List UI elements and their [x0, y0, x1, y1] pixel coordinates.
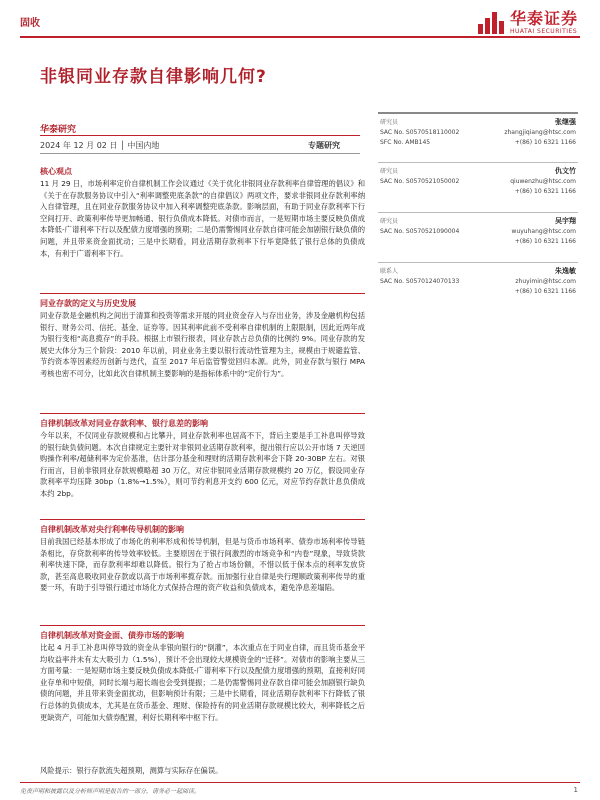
- huatai-logo: [478, 10, 578, 35]
- analyst-card: [378, 162, 578, 212]
- logo-text-en: HUATAI SECURITIES: [509, 28, 578, 35]
- section-2-heading: 自律机制改革对同业存款利率、银行息差的影响: [40, 419, 208, 428]
- meta-divider-top: [40, 135, 360, 136]
- core-view-text: 11 月 29 日，市场利率定价自律机制工作会议通过《关于优化非银同业存款利率自律管理的倡议》和《关于在存款服务协议中引入“利率调整兜底条款”的自律倡议》两项文件，要求非银同业存款利率纳入自律管理，且在同业存款服务协议中加入利率调整兜底条款。影响层面，有助于同业存款利率下行空间打开、政策利率传导更加畅通、银行负债成本降低。对债市而言，一是短期市场主要反映负债成本降低-广谱利率下行以及配债力度增强的预期；二是仍需警惕同业存款自律可能会加剧银行缺负债的问题，并且带来资金面扰动；三是中长期看，同业活期存款利率下行毕竟降低了银行总体的负债成本，有利于广谱利率下行。: [40, 179, 365, 258]
- logo-mark-icon: [478, 12, 504, 34]
- page-number: 1: [573, 786, 578, 794]
- section-4-text: 比起 4 月手工补息叫停导致的资金从非银向银行的“倒灌”，本次重点在于同业自律，而且货币基金平均收益率并未有太大吸引力（1.5%），预计不会出现较大规模资金的“迁移”。对债市的影响主要从三方面考量：一是短期市场主要反映负债成本降低-广谱利率下行以及配债力度增强的预期，直接利好同业存单和中短债，同时长端与超长端也会受到提振；二是仍需警惕同业存款自律可能会加剧银行缺负债的问题，并且带来资金面扰动，但影响预计有限；三是中长期看，同业活期存款利率下行降低了银行总体的负债成本，尤其是在货币基金、理财、保险持有的同业活期存款规模比较大，利率降低之后更缺资产，可能加大债券配置，利好长期利率中枢下行。: [40, 643, 365, 722]
- section-3-text: 目前我国已经基本形成了市场化的利率形成和传导机制，但是与货币市场利率、债券市场利率传导链条相比，存贷款利率的传导效率较低。主要原因在于银行间激烈的市场竞争和“内卷”现象，导致贷款利率快速下降，而存款利率却难以降低。银行为了抢占市场份额，不惜以低于保本点的利率发放贷款，甚至高息吸收同业存款或以高于市场利率揽存款。而加强行业自律是央行理顺政策利率传导的重要一环，有助于引导银行通过市场化方式保持合理的资产收益和负债成本，避免净息差塌陷。: [40, 537, 365, 593]
- analyst-name: 朱逸敏: [555, 267, 576, 275]
- section-3-heading: 自律机制改革对央行利率传导机制的影响: [40, 525, 184, 534]
- section-4-divider: [40, 625, 365, 626]
- section-3-divider: [40, 519, 365, 520]
- section-1-text: 同业存款是金融机构之间出于清算和投资等需求开展的同业资金存入与存出业务，涉及金融机构包括银行、财务公司、信托、基金、证券等。因其利率此前不受利率自律机制的上限限制，因此近两年成为银行变相“高息揽存”的手段。根据上市银行报表，同业存款占总负债的比例约 9%。同业存款的发展史大体分为三个阶段：2010 年以前，同业业务主要以银行流动性管理为主，规模由于规避监管、节约资本等因素经历创新与迭代，直至 2017 年后监管警觉回归本源。此外，同业存款与银行 MPA 考核也密不可分，比如此次自律机制主要影响的是指标体系中的“定价行为”。: [40, 311, 365, 378]
- analyst-role: 研究员: [380, 218, 399, 225]
- report-title: 非银同业存款自律影响几何?: [40, 67, 267, 87]
- core-view-heading: 核心观点: [40, 167, 72, 176]
- analyst-name: 仇文竹: [555, 167, 576, 175]
- research-label: 华泰研究: [40, 125, 77, 135]
- analyst-sac: SAC No. S0570518110002: [380, 129, 460, 136]
- analyst-name: 吴宇翔: [555, 217, 576, 225]
- analyst-sac: SAC No. S0570521050002: [380, 178, 460, 185]
- footer-divider: [20, 782, 580, 783]
- logo-text-cn: 华泰证券: [509, 9, 578, 28]
- analyst-email[interactable]: zhangjiqiang@htsc.com: [504, 129, 576, 136]
- analyst-role: 联系人: [380, 268, 399, 275]
- analyst-card: [378, 262, 578, 312]
- analyst-phone: +(86) 10 6321 1166: [514, 288, 576, 295]
- analyst-email[interactable]: qiuwenzhu@htsc.com: [510, 178, 576, 185]
- analyst-card: [378, 112, 578, 162]
- analyst-sfc: SFC No. AMB145: [380, 139, 431, 146]
- analyst-panel: [378, 112, 578, 312]
- analyst-phone: +(86) 10 6321 1166: [514, 188, 576, 195]
- analyst-card: [378, 212, 578, 262]
- analyst-sac: SAC No. S0570124070133: [380, 278, 460, 285]
- header-divider: [20, 36, 580, 38]
- meta-divider-bottom: [40, 153, 360, 154]
- report-category: 固收: [20, 18, 40, 29]
- section-2-divider: [40, 413, 365, 414]
- footer-disclaimer: 免责声明和披露以及分析师声明是报告的一部分，请务必一起阅读。: [20, 788, 201, 795]
- analyst-sac: SAC No. S0570521090004: [380, 228, 460, 235]
- section-4-heading: 自律机制改革对资金面、债券市场的影响: [40, 631, 184, 640]
- analyst-email[interactable]: zhuyimin@htsc.com: [515, 278, 576, 285]
- report-date: 2024 年 12 月 02 日 │ 中国内地: [40, 141, 160, 150]
- analyst-name: 张继强: [555, 118, 576, 126]
- section-2-text: 今年以来，不仅同业存款规模和占比攀升，同业存款利率也居高不下，背后主要是手工补息叫停导致的银行缺负债问题。本次自律规定主要针对非银同业活期存款利率，提出银行应以公开市场 7 天逆回购操作利率/超储利率为定价基准，估计部分基金和理财的活期存款利率会下降 20-30BP 左右。对银行而言，目前非银同业存款规模略超 30 万亿，对应非银同业活期存款规模约 20 万亿，假设同业存款利率平均压降 30bp（1.8%→1.5%），则可节约利息开支约 600 亿元，对应节约存款计息负债成本约 2bp。: [40, 431, 365, 498]
- section-1-heading: 同业存款的定义与历史发展: [40, 299, 136, 308]
- report-type: 专题研究: [308, 141, 340, 150]
- analyst-email[interactable]: wuyuhang@htsc.com: [511, 228, 576, 235]
- analyst-phone: +(86) 10 6321 1166: [514, 139, 576, 146]
- analyst-role: 研究员: [380, 168, 399, 175]
- section-1-divider: [40, 293, 365, 294]
- analyst-phone: +(86) 10 6321 1166: [514, 238, 576, 245]
- analyst-role: 研究员: [380, 119, 399, 126]
- risk-warning: 风险提示：银行存款流失超预期，测算与实际存在偏误。: [40, 766, 223, 775]
